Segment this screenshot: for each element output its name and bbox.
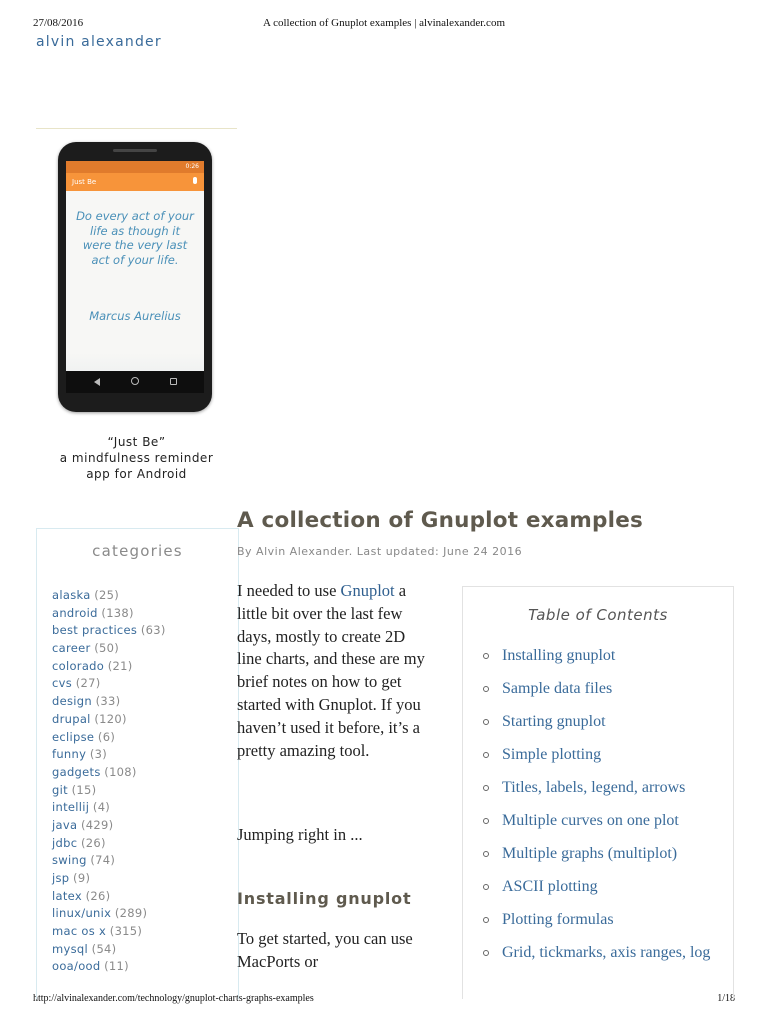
category-count: (120) [94,711,127,726]
toc-link[interactable]: Multiple graphs (multiplot) [481,843,721,864]
toc-link[interactable]: ASCII plotting [481,876,721,897]
back-icon [94,378,100,386]
category-count: (26) [85,888,111,903]
category-count: (74) [90,853,116,868]
category-link[interactable]: jsp [52,871,70,885]
category-link[interactable]: latex [52,888,82,903]
category-item [52,852,166,870]
category-link[interactable]: jdbc [52,835,78,850]
category-link[interactable]: drupal [52,711,91,726]
table-of-contents [462,586,734,999]
toc-link[interactable]: Grid, tickmarks, axis ranges, log [481,942,721,963]
category-count: (108) [104,764,137,779]
category-item [52,958,166,976]
category-item [52,923,166,941]
category-count: (54) [91,941,117,956]
category-count: (33) [95,694,121,709]
category-link[interactable]: best practices [52,623,138,638]
category-item [52,799,166,817]
promo-caption[interactable] [36,434,237,482]
phone-status-bar [66,161,204,173]
category-count: (15) [71,782,97,797]
toc-link[interactable]: Sample data files [481,678,721,699]
category-item [52,941,166,959]
phone-quote-author: Marcus Aurelius [89,309,181,323]
category-link[interactable]: gadgets [52,764,101,779]
toc-link[interactable]: Installing gnuplot [481,645,721,666]
toc-link[interactable]: Multiple curves on one plot [481,810,721,831]
phone-promo-image[interactable] [58,142,212,412]
category-count: (25) [94,588,120,602]
category-item [52,764,166,782]
category-count: (4) [92,800,111,815]
category-link[interactable]: java [52,817,78,832]
home-icon [131,377,139,385]
category-item [52,622,166,640]
phone-status-time: 0:26 [185,163,199,170]
promo-line-3: app for Android [86,467,187,481]
category-item [52,640,166,658]
category-link[interactable]: android [52,605,98,620]
article-intro [237,580,432,762]
category-link[interactable]: mysql [52,941,88,956]
article-title: A collection of Gnuplot examples [237,508,643,533]
category-link[interactable]: cvs [52,676,73,691]
sidebar-divider [36,128,237,129]
category-count: (63) [140,623,166,638]
article-byline: By Alvin Alexander. Last updated: June 24 2016 [237,545,523,558]
category-link[interactable]: mac os x [52,924,107,939]
category-item [52,675,166,693]
category-count: (9) [73,871,91,885]
toc-list [481,645,721,975]
category-count: (289) [114,906,148,921]
page-number: 1/18 [717,993,735,1004]
category-count: (11) [104,959,129,974]
category-item [52,905,166,923]
category-count: (3) [89,747,108,762]
promo-line-1: “Just Be” [107,435,166,449]
category-link[interactable]: colorado [52,658,105,673]
categories-title: categories [92,542,183,560]
category-link[interactable]: git [52,782,68,797]
category-count: (6) [97,729,116,744]
intro-text-before: I needed to use [237,581,341,600]
category-link[interactable]: linux/unix [52,906,112,921]
categories-panel [36,528,239,999]
category-count: (50) [94,641,119,656]
phone-app-bar [66,173,204,191]
category-item [52,870,166,888]
recent-apps-icon [170,378,177,385]
category-item [52,817,166,835]
phone-screen [66,161,204,393]
category-item [52,693,166,711]
category-link[interactable]: funny [52,747,87,762]
category-count: (27) [75,676,101,691]
category-item [52,835,166,853]
category-count: (429) [80,817,114,832]
category-item [52,888,166,906]
category-item [52,658,166,676]
phone-quote: Do every act of your life as though it were the very last act of your life. [76,209,194,267]
category-count: (21) [107,658,133,673]
category-link[interactable]: alaska [52,588,91,602]
category-item [52,711,166,729]
category-item [52,782,166,800]
category-link[interactable]: career [52,641,91,656]
category-count: (315) [109,924,143,939]
toc-link[interactable]: Simple plotting [481,744,721,765]
phone-speaker [113,149,157,152]
jump-text: Jumping right in ... [237,825,363,844]
gnuplot-link[interactable]: Gnuplot [340,581,395,600]
print-title: A collection of Gnuplot examples | alvinalexander.com [263,17,505,29]
phone-app-title: Just Be [72,178,97,186]
toc-link[interactable]: Plotting formulas [481,909,721,930]
site-name-link[interactable]: alvin alexander [36,34,162,50]
categories-list [52,587,166,976]
category-link[interactable]: intellij [52,800,90,815]
toc-title: Table of Contents [528,606,668,624]
category-link[interactable]: eclipse [52,729,95,744]
category-link[interactable]: ooa/ood [52,959,101,974]
category-count: (26) [80,835,106,850]
promo-line-2: a mindfulness reminder [59,451,214,465]
section-paragraph: To get started, you can use MacPorts or [237,929,413,971]
print-date: 27/08/2016 [33,17,84,29]
category-item [52,746,166,764]
category-item [52,605,166,623]
phone-nav-bar [66,371,204,393]
category-item [52,587,166,605]
category-item [52,729,166,747]
category-count: (138) [101,605,134,620]
print-url: http://alvinalexander.com/technology/gnuplot-charts-graphs-examples [33,993,314,1004]
category-link[interactable]: design [52,694,92,709]
section-heading-installing: Installing gnuplot [237,889,412,908]
intro-text-after: a little bit over the last few days, mostly to create 2D line charts, and these are my brief notes on how to get started with Gnuplot. If you haven’t used it before, it’s a pretty amazing tool. [237,581,425,760]
microphone-icon [193,177,197,184]
toc-link[interactable]: Starting gnuplot [481,711,721,732]
toc-link[interactable]: Titles, labels, legend, arrows [481,777,721,798]
category-link[interactable]: swing [52,853,87,868]
